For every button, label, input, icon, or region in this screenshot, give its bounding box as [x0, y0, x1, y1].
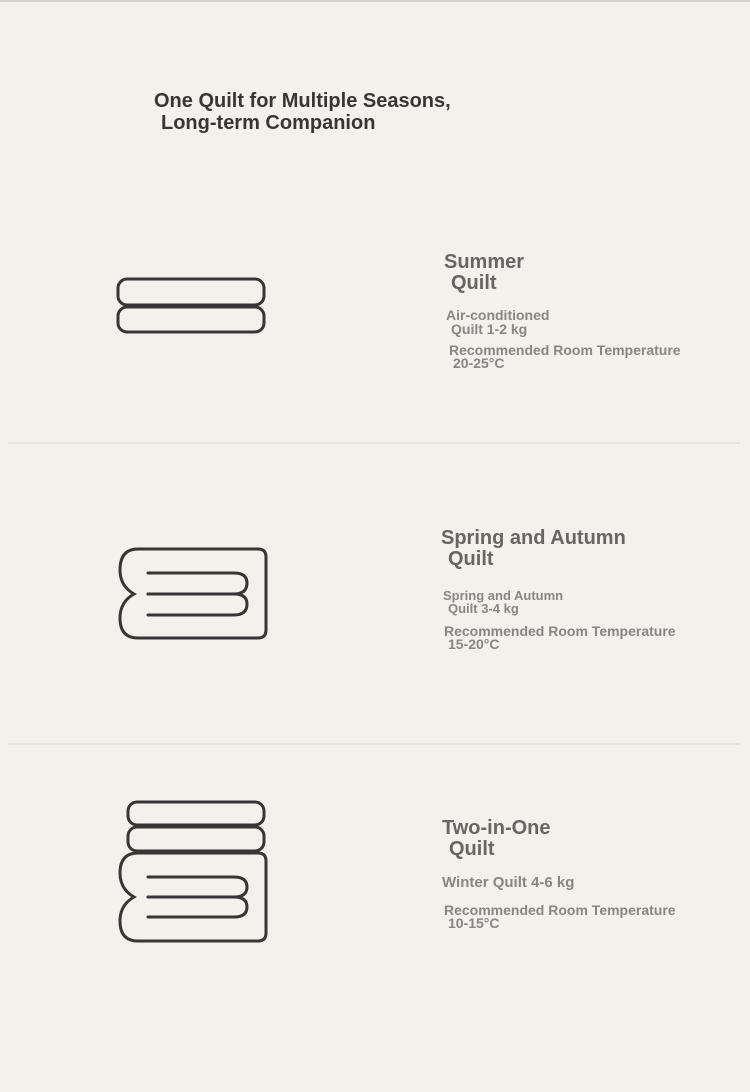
- spring-autumn-text: [441, 528, 676, 651]
- section-divider: [8, 442, 740, 444]
- two-in-one-quilt-temperature: [444, 904, 676, 930]
- two-in-one-quilt-spec: [442, 875, 676, 890]
- section-divider: [8, 743, 740, 745]
- two-in-one-text: [442, 818, 676, 930]
- summer-quilt-spec-line1: Air-conditioned: [446, 307, 550, 323]
- two-in-one-temp-value: 10-15°C: [448, 915, 500, 931]
- summer-quilt-icon: [114, 274, 270, 338]
- summer-quilt-temperature: [449, 344, 681, 370]
- summer-temp-label: Recommended Room Temperature: [449, 342, 681, 358]
- page-title-line1: One Quilt for Multiple Seasons,: [154, 90, 451, 112]
- two-in-one-quilt-name: [442, 818, 676, 860]
- spring-autumn-quilt-name-line2: Quilt: [448, 548, 494, 570]
- summer-quilt-name-line1: Summer: [444, 251, 525, 273]
- summer-temp-value: 20-25°C: [453, 355, 505, 371]
- summer-quilt-spec: [446, 308, 681, 336]
- spring-autumn-quilt-spec-line2: Quilt 3-4 kg: [448, 601, 519, 616]
- page-title-line2: Long-term Companion: [161, 112, 376, 134]
- two-in-one-temp-label: Recommended Room Temperature: [444, 902, 676, 918]
- spring-autumn-quilt-icon: [114, 544, 272, 644]
- spring-autumn-quilt-spec: [443, 589, 676, 615]
- summer-quilt-spec-line2: Quilt 1-2 kg: [451, 321, 528, 337]
- summer-quilt-name: [444, 252, 681, 294]
- two-in-one-quilt-icon: [114, 798, 272, 946]
- spring-autumn-quilt-name: [441, 528, 676, 570]
- page-title: [154, 90, 594, 134]
- summer-quilt-name-line2: Quilt: [451, 272, 497, 294]
- summer-text: [444, 252, 681, 370]
- top-edge: [0, 0, 750, 2]
- spring-autumn-quilt-temperature: [444, 625, 676, 651]
- spring-autumn-temp-value: 15-20°C: [448, 636, 500, 652]
- two-in-one-quilt-name-line1: Two-in-One: [442, 817, 551, 839]
- spring-autumn-temp-label: Recommended Room Temperature: [444, 623, 676, 639]
- spring-autumn-quilt-spec-line1: Spring and Autumn: [443, 588, 564, 603]
- two-in-one-quilt-spec-line1: Winter Quilt 4-6 kg: [442, 874, 575, 891]
- two-in-one-quilt-name-line2: Quilt: [449, 838, 495, 860]
- spring-autumn-quilt-name-line1: Spring and Autumn: [441, 527, 626, 549]
